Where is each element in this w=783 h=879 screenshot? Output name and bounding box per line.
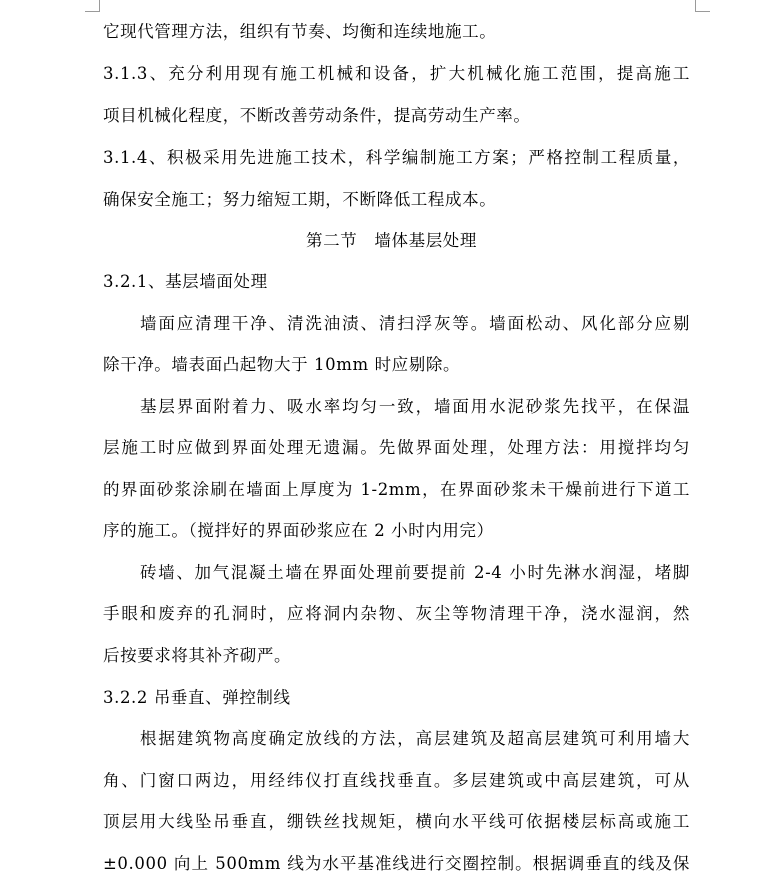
text-line: 手眼和废弃的孔洞时，应将洞内杂物、灰尘等物清理干净，浇水湿润，然 <box>103 604 690 623</box>
text-line: 3.1.4、积极采用先进施工技术，科学编制施工方案；严格控制工程质量， <box>103 148 690 167</box>
text-line: 除干净。墙表面凸起物大于 10mm 时应剔除。 <box>103 355 461 374</box>
text-line: 层施工时应做到界面处理无遗漏。先做界面处理，处理方法：用搅拌均匀 <box>103 438 690 457</box>
page-corner-mark-left <box>85 0 100 12</box>
text-line: 砖墙、加气混凝土墙在界面处理前要提前 2-4 小时先淋水润湿，堵脚 <box>140 563 690 582</box>
subsection-heading: 3.2.2 吊垂直、弹控制线 <box>103 688 291 707</box>
text-line: 项目机械化程度，不断改善劳动条件，提高劳动生产率。 <box>103 106 531 125</box>
text-line: 根据建筑物高度确定放线的方法，高层建筑及超高层建筑可利用墙大 <box>140 729 690 748</box>
text-line: 序的施工。（搅拌好的界面砂浆应在 2 小时内用完） <box>103 521 494 540</box>
subsection-heading: 3.2.1、基层墙面处理 <box>103 272 268 291</box>
text-line: 顶层用大线坠吊垂直，绷铁丝找规矩，横向水平线可依据楼层标高或施工 <box>103 812 690 831</box>
text-line: 确保安全施工；努力缩短工期，不断降低工程成本。 <box>103 190 497 209</box>
text-line: 墙面应清理干净、清洗油渍、清扫浮灰等。墙面松动、风化部分应剔 <box>140 314 690 333</box>
text-line: 基层界面附着力、吸水率均匀一致，墙面用水泥砂浆先找平，在保温 <box>140 397 690 416</box>
section-heading: 第二节 墙体基层处理 <box>306 231 477 250</box>
text-line: 后按要求将其补齐砌严。 <box>103 646 292 665</box>
text-line: 角、门窗口两边，用经纬仪打直线找垂直。多层建筑或中高层建筑，可从 <box>103 771 690 790</box>
text-line: 的界面砂浆涂刷在墙面上厚度为 1-2mm，在界面砂浆未干燥前进行下道工 <box>103 480 690 499</box>
text-line: 3.1.3、充分利用现有施工机械和设备，扩大机械化施工范围，提高施工 <box>103 64 690 83</box>
text-line: 它现代管理方法，组织有节奏、均衡和连续地施工。 <box>103 22 497 41</box>
page-corner-mark-right <box>695 0 710 12</box>
text-line: ±0.000 向上 500mm 线为水平基准线进行交圈控制。根据调垂直的线及保 <box>103 854 690 873</box>
